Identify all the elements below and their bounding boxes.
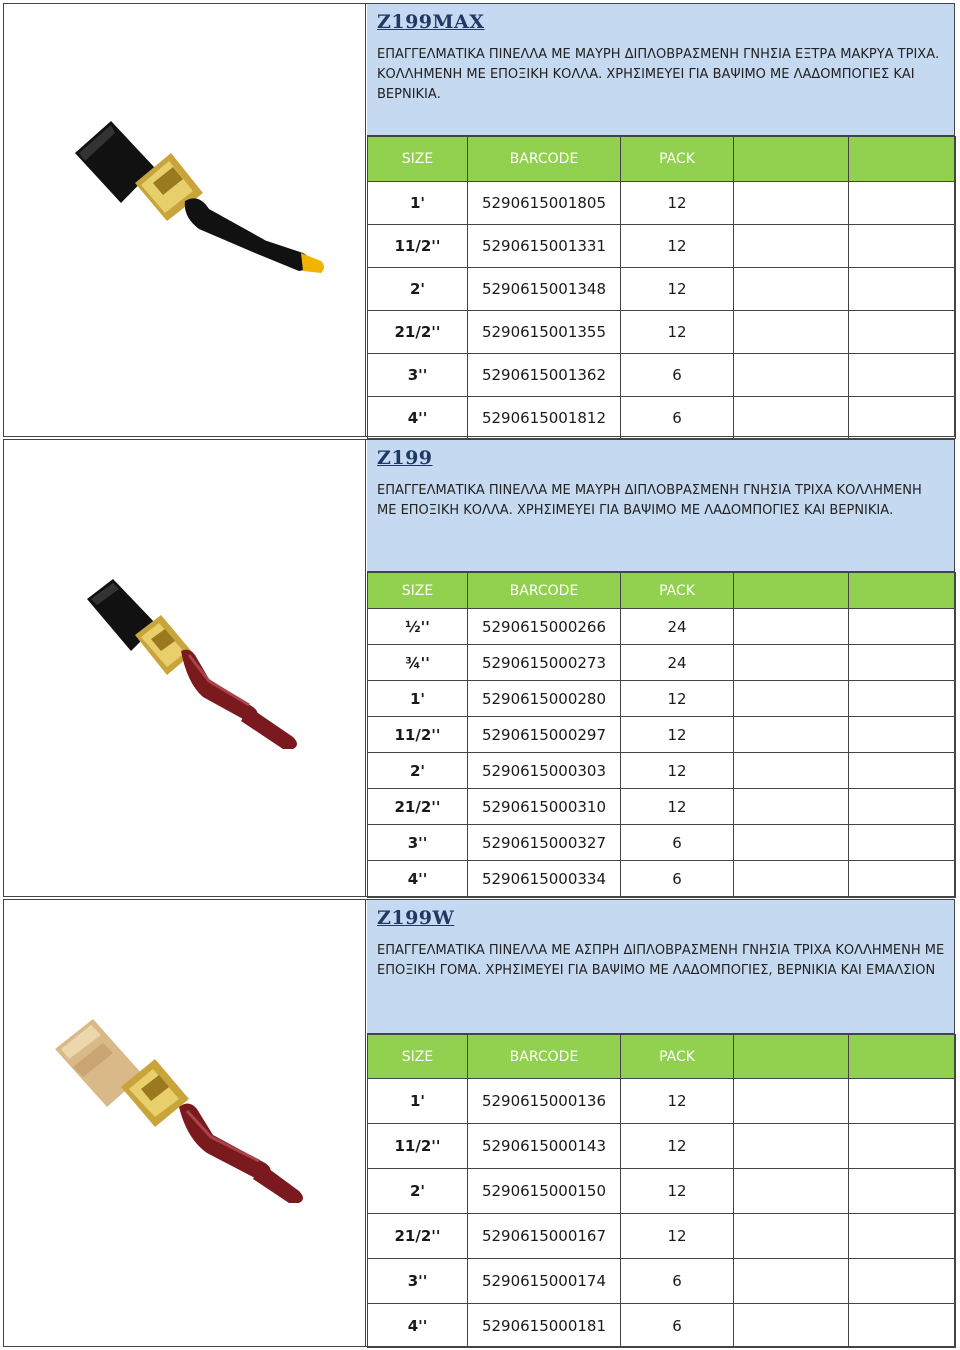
product-frame [3,3,955,437]
column-header-size: SIZE [368,1035,468,1079]
column-header-barcode: BARCODE [468,137,621,182]
pack-cell: 6 [621,354,734,397]
barcode-cell: 5290615001812 [468,397,621,439]
size-cell: ½'' [368,609,468,645]
barcode-cell: 5290615000297 [468,717,621,753]
size-cell: 3'' [368,1259,468,1304]
size-cell: 11/2'' [368,717,468,753]
size-cell: 2' [368,1169,468,1214]
column-header-pack: PACK [621,573,734,609]
barcode-cell: 5290615000181 [468,1304,621,1348]
barcode-cell: 5290615000273 [468,645,621,681]
barcode-cell: 5290615000327 [468,825,621,861]
pack-cell: 6 [621,1259,734,1304]
pack-cell: 6 [621,397,734,439]
product-code: Z199MAX [377,11,485,33]
size-cell: 2' [368,268,468,311]
product-description: ΕΠΑΓΓΕΛΜΑΤΙΚΑ ΠΙΝΕΛΛΑ ΜΕ ΜΑΥΡΗ ΔΙΠΛΟΒΡΑΣΜΕΝΗ ΓΝΗΣΙΑ ΤΡΙΧΑ ΚΟΛΛΗΜΕΝΗ ΜΕ ΕΠΟΞΙΚΗ ΚΟΛΛΑ. ΧΡΗΣΙΜΕΥΕΙ ΓΙΑ ΒΑΨΙΜΟ ΜΕ ΛΑΔΟΜΠΟΓΙΕΣ ΚΑΙ ΒΕΡΝΙΚΙΑ. [377,483,922,518]
pack-cell: 24 [621,645,734,681]
size-cell: 1' [368,182,468,225]
pack-cell: 6 [621,1304,734,1348]
column-header-barcode: BARCODE [468,573,621,609]
size-cell: ¾'' [368,645,468,681]
size-cell: 4'' [368,1304,468,1348]
barcode-cell: 5290615001331 [468,225,621,268]
barcode-cell: 5290615000136 [468,1079,621,1124]
product-block-z199max [3,3,955,437]
barcode-cell: 5290615000150 [468,1169,621,1214]
pack-cell: 12 [621,717,734,753]
barcode-cell: 5290615001355 [468,311,621,354]
column-header-pack: PACK [621,137,734,182]
pack-cell: 12 [621,311,734,354]
size-cell: 4'' [368,397,468,439]
size-cell: 2' [368,753,468,789]
product-block-z199 [3,439,955,897]
column-header-size: SIZE [368,137,468,182]
pack-cell: 12 [621,753,734,789]
size-cell: 21/2'' [368,1214,468,1259]
pack-cell: 6 [621,825,734,861]
barcode-cell: 5290615001805 [468,182,621,225]
barcode-cell: 5290615001348 [468,268,621,311]
product-description: ΕΠΑΓΓΕΛΜΑΤΙΚΑ ΠΙΝΕΛΛΑ ΜΕ ΜΑΥΡΗ ΔΙΠΛΟΒΡΑΣΜΕΝΗ ΓΝΗΣΙΑ ΕΞΤΡΑ ΜΑΚΡΥΑ ΤΡΙΧΑ. ΚΟΛΛΗΜΕΝΗ ΜΕ ΕΠΟΞΙΚΗ ΚΟΛΛΑ. ΧΡΗΣΙΜΕΥΕΙ ΓΙΑ ΒΑΨΙΜΟ ΜΕ ΛΑΔΟΜΠΟΓΙΕΣ ΚΑΙ ΒΕΡΝΙΚΙΑ. [377,47,940,102]
product-block-z199w [3,899,955,1347]
barcode-cell: 5290615000167 [468,1214,621,1259]
pack-cell: 12 [621,789,734,825]
pack-cell: 12 [621,681,734,717]
barcode-cell: 5290615001362 [468,354,621,397]
barcode-cell: 5290615000310 [468,789,621,825]
barcode-cell: 5290615000174 [468,1259,621,1304]
barcode-cell: 5290615000143 [468,1124,621,1169]
size-cell: 11/2'' [368,225,468,268]
column-header-pack: PACK [621,1035,734,1079]
product-frame [3,439,955,897]
size-cell: 11/2'' [368,1124,468,1169]
column-header-barcode: BARCODE [468,1035,621,1079]
size-cell: 1' [368,681,468,717]
barcode-cell: 5290615000303 [468,753,621,789]
pack-cell: 24 [621,609,734,645]
column-header-size: SIZE [368,573,468,609]
pack-cell: 12 [621,182,734,225]
size-cell: 21/2'' [368,789,468,825]
pack-cell: 12 [621,225,734,268]
product-frame [3,899,955,1347]
size-cell: 21/2'' [368,311,468,354]
pack-cell: 12 [621,1169,734,1214]
pack-cell: 12 [621,1214,734,1259]
size-cell: 3'' [368,825,468,861]
pack-cell: 12 [621,1079,734,1124]
barcode-cell: 5290615000334 [468,861,621,898]
pack-cell: 12 [621,268,734,311]
barcode-cell: 5290615000266 [468,609,621,645]
barcode-cell: 5290615000280 [468,681,621,717]
pack-cell: 12 [621,1124,734,1169]
size-cell: 4'' [368,861,468,898]
size-cell: 3'' [368,354,468,397]
product-code: Z199 [377,447,433,469]
product-code: Z199W [377,907,455,929]
pack-cell: 6 [621,861,734,898]
product-description: ΕΠΑΓΓΕΛΜΑΤΙΚΑ ΠΙΝΕΛΛΑ ΜΕ ΑΣΠΡΗ ΔΙΠΛΟΒΡΑΣΜΕΝΗ ΓΝΗΣΙΑ ΤΡΙΧΑ ΚΟΛΛΗΜΕΝΗ ΜΕ ΕΠΟΞΙΚΗ ΓΟΜΑ. ΧΡΗΣΙΜΕΥΕΙ ΓΙΑ ΒΑΨΙΜΟ ΜΕ ΛΑΔΟΜΠΟΓΙΕΣ, ΒΕΡΝΙΚΙΑ ΚΑΙ ΕΜΑΛΣΙΟΝ [377,943,945,978]
size-cell: 1' [368,1079,468,1124]
